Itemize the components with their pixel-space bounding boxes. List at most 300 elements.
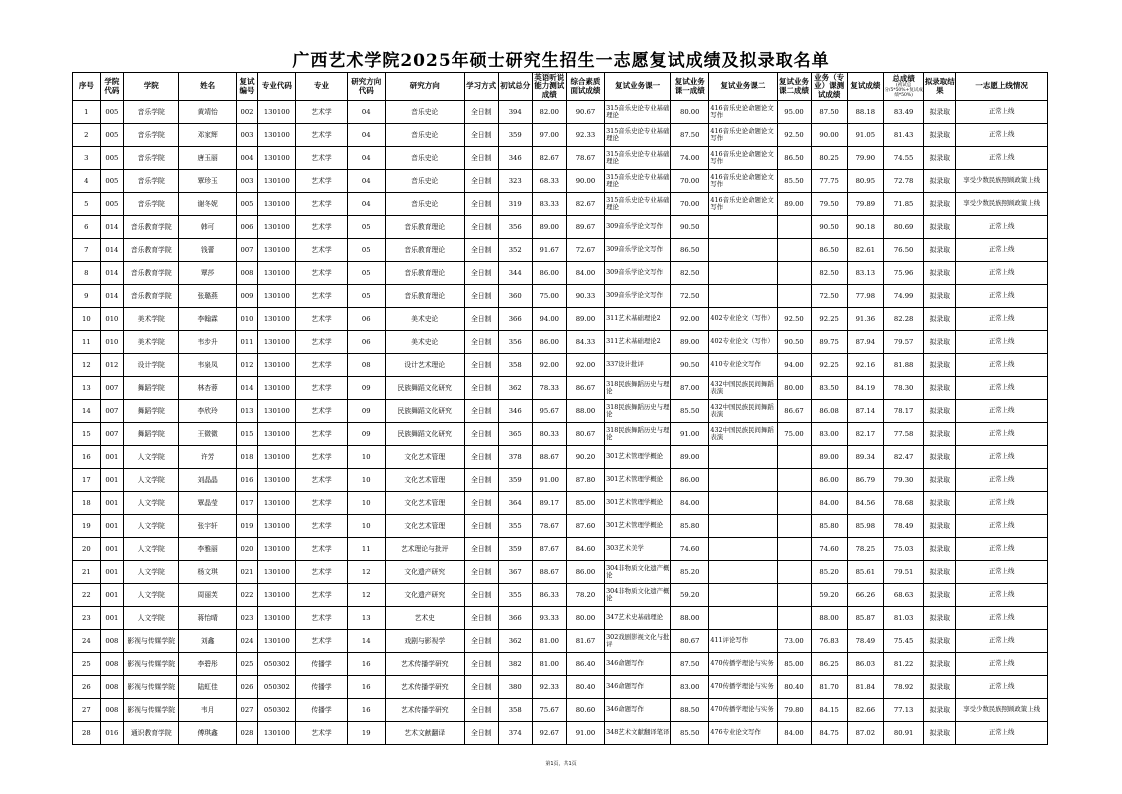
table-cell: 130100 [258,101,296,124]
table-cell: 301艺术管理学概论 [605,469,671,492]
table-cell: 李欣玲 [179,400,236,423]
table-cell: 010 [100,308,123,331]
table-cell: 艺术学 [296,446,347,469]
table-cell: 130100 [258,722,296,745]
table-cell: 90.00 [811,124,847,147]
table-cell: 16 [347,676,385,699]
table-row [73,515,1048,538]
table-cell: 85.50 [671,722,709,745]
table-cell [709,285,777,308]
table-row [73,331,1048,354]
table-cell: 80.00 [777,377,811,400]
table-cell: 正常上线 [956,147,1048,170]
table-cell: 林杏蓉 [179,377,236,400]
table-cell: 15 [73,423,101,446]
column-header: 学习方式 [464,73,498,101]
table-cell: 008 [236,262,257,285]
table-cell [777,584,811,607]
table-cell: 艺术学 [296,262,347,285]
table-cell: 文化艺术管理 [385,469,464,492]
table-cell: 009 [236,285,257,308]
table-cell: 拟录取 [924,722,956,745]
table-cell: 001 [100,607,123,630]
table-cell: 09 [347,400,385,423]
table-cell: 正常上线 [956,239,1048,262]
table-row [73,216,1048,239]
table-cell: 人文学院 [124,492,179,515]
table-cell [709,561,777,584]
table-cell: 86.00 [532,331,566,354]
table-cell: 音乐教育学院 [124,239,179,262]
table-cell [777,492,811,515]
table-cell: 12 [347,584,385,607]
table-cell: 拟录取 [924,262,956,285]
column-header: 拟录取结果 [924,73,956,101]
table-cell: 拟录取 [924,400,956,423]
table-cell: 正常上线 [956,722,1048,745]
table-cell: 艺术学 [296,377,347,400]
table-cell: 84.00 [777,722,811,745]
table-cell: 83.00 [811,423,847,446]
table-cell: 130100 [258,124,296,147]
table-cell: 85.20 [811,561,847,584]
table-cell: 89.17 [532,492,566,515]
table-cell: 005 [100,101,123,124]
table-cell: 正常上线 [956,538,1048,561]
table-cell: 23 [73,607,101,630]
table-cell: 全日制 [464,193,498,216]
table-cell: 82.50 [811,262,847,285]
table-cell: 影视与传媒学院 [124,653,179,676]
table-cell: 319 [498,193,532,216]
table-cell: 347艺术史基础理论 [605,607,671,630]
table-cell: 艺术学 [296,216,347,239]
table-cell: 87.60 [566,515,604,538]
table-cell [709,584,777,607]
table-cell: 艺术学 [296,722,347,745]
table-cell: 318民族舞蹈历史与理论 [605,423,671,446]
table-cell: 正常上线 [956,676,1048,699]
table-cell: 全日制 [464,400,498,423]
table-cell: 050302 [258,676,296,699]
table-cell: 舞蹈学院 [124,400,179,423]
table-cell: 402专业论文（写作） [709,331,777,354]
column-header: 初试总分 [498,73,532,101]
table-cell: 001 [100,538,123,561]
table-cell: 正常上线 [956,561,1048,584]
table-cell: 79.89 [847,193,883,216]
table-cell: 拟录取 [924,377,956,400]
table-cell: 全日制 [464,124,498,147]
table-cell: 81.43 [883,124,923,147]
table-cell: 14 [347,630,385,653]
table-cell: 7 [73,239,101,262]
table-cell: 民族舞蹈文化研究 [385,423,464,446]
table-cell: 86.67 [777,400,811,423]
table-cell: 025 [236,653,257,676]
table-cell: 美术史论 [385,331,464,354]
table-row [73,354,1048,377]
table-cell: 04 [347,124,385,147]
table-cell: 全日制 [464,515,498,538]
table-cell: 358 [498,699,532,722]
table-cell: 拟录取 [924,630,956,653]
table-cell: 88.00 [671,607,709,630]
table-cell: 正常上线 [956,285,1048,308]
table-cell: 130100 [258,354,296,377]
table-cell: 韦步升 [179,331,236,354]
table-cell: 拟录取 [924,354,956,377]
table-row [73,308,1048,331]
column-header: 复试业务课一成绩 [671,73,709,101]
table-cell: 95.00 [777,101,811,124]
table-cell: 024 [236,630,257,653]
table-cell: 李碧彤 [179,653,236,676]
table-cell: 传播学 [296,699,347,722]
table-cell: 001 [100,515,123,538]
table-cell: 影视与传媒学院 [124,699,179,722]
table-cell: 79.80 [777,699,811,722]
table-cell: 艺术传播学研究 [385,653,464,676]
table-cell: 352 [498,239,532,262]
table-cell: 2 [73,124,101,147]
table-cell: 346命题写作 [605,676,671,699]
table-cell: 正常上线 [956,515,1048,538]
table-cell: 全日制 [464,584,498,607]
table-cell: 16 [347,653,385,676]
table-cell: 81.00 [532,653,566,676]
table-cell: 86.00 [671,469,709,492]
table-cell: 81.22 [883,653,923,676]
table-cell: 艺术学 [296,630,347,653]
table-cell: 79.90 [847,147,883,170]
table-cell: 78.49 [847,630,883,653]
table-cell: 75.96 [883,262,923,285]
table-cell: 音乐史论 [385,101,464,124]
table-cell: 79.30 [883,469,923,492]
table-cell: 04 [347,193,385,216]
table-cell [777,285,811,308]
table-cell: 346 [498,147,532,170]
table-cell: 92.50 [777,308,811,331]
table-cell: 民族舞蹈文化研究 [385,377,464,400]
table-cell: 89.00 [532,216,566,239]
table-cell: 014 [236,377,257,400]
table-cell [777,216,811,239]
table-cell: 6 [73,216,101,239]
table-cell: 356 [498,331,532,354]
table-cell: 81.03 [883,607,923,630]
table-cell: 传播学 [296,653,347,676]
table-cell: 全日制 [464,101,498,124]
admission-table [72,72,1048,745]
table-cell: 365 [498,423,532,446]
table-cell: 舞蹈学院 [124,423,179,446]
table-cell: 130100 [258,400,296,423]
table-row [73,124,1048,147]
table-cell: 09 [347,423,385,446]
table-cell: 76.83 [811,630,847,653]
table-cell: 008 [100,653,123,676]
table-cell: 艺术学 [296,584,347,607]
table-cell: 87.94 [847,331,883,354]
table-cell: 拟录取 [924,147,956,170]
table-cell: 019 [236,515,257,538]
table-cell: 李雅丽 [179,538,236,561]
table-cell [709,262,777,285]
table-cell: 拟录取 [924,170,956,193]
table-cell: 拟录取 [924,492,956,515]
table-cell: 10 [347,492,385,515]
table-cell: 80.40 [566,676,604,699]
table-cell: 人文学院 [124,515,179,538]
table-cell: 82.50 [671,262,709,285]
table-cell: 06 [347,331,385,354]
table-cell: 003 [236,124,257,147]
table-cell: 音乐教育理论 [385,262,464,285]
table-cell: 005 [100,124,123,147]
table-cell: 正常上线 [956,630,1048,653]
table-cell: 380 [498,676,532,699]
table-cell: 陆虹佳 [179,676,236,699]
table-cell: 411评论写作 [709,630,777,653]
table-cell: 人文学院 [124,607,179,630]
table-cell: 78.67 [566,147,604,170]
table-cell: 设计艺术理论 [385,354,464,377]
table-cell: 348艺术文献翻译笔译 [605,722,671,745]
table-cell: 318民族舞蹈历史与理论 [605,377,671,400]
table-cell: 74.99 [883,285,923,308]
table-cell: 83.49 [883,101,923,124]
table-cell: 艺术学 [296,239,347,262]
table-row [73,538,1048,561]
table-cell: 90.67 [566,101,604,124]
table-cell: 11 [73,331,101,354]
table-cell: 82.66 [847,699,883,722]
table-cell: 80.69 [883,216,923,239]
table-cell: 拟录取 [924,699,956,722]
table-cell: 432中国民族民间舞蹈表演 [709,377,777,400]
table-cell: 艺术学 [296,101,347,124]
table-cell: 80.25 [811,147,847,170]
table-cell: 25 [73,653,101,676]
table-cell: 315音乐史论专业基础理论 [605,147,671,170]
table-cell: 005 [236,193,257,216]
table-cell: 92.33 [532,676,566,699]
table-cell: 416音乐史论命题论文写作 [709,147,777,170]
table-cell: 86.50 [811,239,847,262]
table-cell: 94.00 [532,308,566,331]
table-cell: 正常上线 [956,354,1048,377]
table-cell: 87.67 [532,538,566,561]
table-cell: 拟录取 [924,331,956,354]
table-cell: 1 [73,101,101,124]
table-cell: 艺术学 [296,492,347,515]
table-row [73,492,1048,515]
table-cell: 全日制 [464,285,498,308]
table-cell: 艺术学 [296,193,347,216]
table-cell: 82.17 [847,423,883,446]
table-cell: 86.03 [847,653,883,676]
table-cell: 82.28 [883,308,923,331]
table-cell: 艺术学 [296,561,347,584]
table-cell: 359 [498,538,532,561]
table-cell: 011 [236,331,257,354]
table-row [73,469,1048,492]
table-cell: 美术史论 [385,308,464,331]
table-cell: 影视与传媒学院 [124,630,179,653]
table-cell: 12 [73,354,101,377]
table-cell: 04 [347,147,385,170]
table-cell: 311艺术基础理论2 [605,308,671,331]
table-cell: 正常上线 [956,469,1048,492]
table-cell: 05 [347,216,385,239]
table-cell: 音乐史论 [385,147,464,170]
table-cell: 92.16 [847,354,883,377]
table-cell: 韩可 [179,216,236,239]
table-cell: 304非物质文化遗产概论 [605,584,671,607]
table-cell: 83.50 [811,377,847,400]
table-cell [777,515,811,538]
table-cell: 音乐学院 [124,147,179,170]
table-cell: 130100 [258,584,296,607]
table-cell: 81.00 [532,630,566,653]
table-cell: 130100 [258,239,296,262]
table-cell: 音乐教育学院 [124,262,179,285]
table-cell: 周丽芙 [179,584,236,607]
table-cell: 78.49 [883,515,923,538]
table-cell: 钱蕾 [179,239,236,262]
table-cell: 75.03 [883,538,923,561]
table-cell: 003 [236,170,257,193]
table-cell: 79.51 [883,561,923,584]
table-cell: 音乐史论 [385,170,464,193]
table-cell: 全日制 [464,308,498,331]
table-cell: 18 [73,492,101,515]
table-cell: 366 [498,308,532,331]
table-cell: 艺术理论与批评 [385,538,464,561]
table-cell: 王微微 [179,423,236,446]
table-cell: 艺术学 [296,469,347,492]
table-cell: 75.00 [532,285,566,308]
table-cell: 05 [347,262,385,285]
table-cell: 设计学院 [124,354,179,377]
table-cell: 90.00 [566,170,604,193]
table-cell: 75.67 [532,699,566,722]
column-header: 姓名 [179,73,236,101]
table-cell: 005 [100,147,123,170]
table-cell: 004 [236,147,257,170]
table-cell: 007 [100,377,123,400]
table-cell: 015 [236,423,257,446]
table-cell: 82.67 [532,147,566,170]
table-cell: 309音乐学论文写作 [605,262,671,285]
table-cell: 130100 [258,515,296,538]
column-header: 研究方向代码 [347,73,385,101]
table-cell: 402专业论文（写作） [709,308,777,331]
table-cell: 84.19 [847,377,883,400]
table-cell: 315音乐史论专业基础理论 [605,193,671,216]
table-cell: 78.33 [532,377,566,400]
table-cell: 91.00 [671,423,709,446]
table-cell: 许芳 [179,446,236,469]
table-cell: 全日制 [464,607,498,630]
table-row [73,607,1048,630]
table-cell: 谢冬妮 [179,193,236,216]
table-cell: 86.00 [811,469,847,492]
table-cell: 80.67 [671,630,709,653]
table-cell: 84.75 [811,722,847,745]
table-cell: 80.00 [566,607,604,630]
table-cell: 正常上线 [956,331,1048,354]
table-cell: 86.50 [671,239,709,262]
table-cell: 360 [498,285,532,308]
table-cell: 97.00 [532,124,566,147]
table-cell: 拟录取 [924,308,956,331]
table-cell: 80.33 [532,423,566,446]
table-cell: 362 [498,630,532,653]
table-row [73,262,1048,285]
table-cell: 艺术学 [296,308,347,331]
table-cell: 拟录取 [924,193,956,216]
table-cell: 70.00 [671,193,709,216]
table-cell: 84.00 [811,492,847,515]
table-cell: 323 [498,170,532,193]
table-cell: 027 [236,699,257,722]
table-cell: 416音乐史论命题论文写作 [709,193,777,216]
table-cell: 22 [73,584,101,607]
table-cell: 72.67 [566,239,604,262]
table-cell: 81.84 [847,676,883,699]
table-cell: 001 [100,469,123,492]
table-cell: 10 [347,515,385,538]
table-cell: 87.14 [847,400,883,423]
table-row [73,285,1048,308]
table-cell: 全日制 [464,492,498,515]
table-cell: 014 [100,285,123,308]
table-row [73,400,1048,423]
table-cell: 78.25 [847,538,883,561]
table-cell: 80.40 [777,676,811,699]
table-cell: 艺术传播学研究 [385,699,464,722]
table-cell: 84.33 [566,331,604,354]
table-cell: 90.18 [847,216,883,239]
table-cell: 89.00 [671,446,709,469]
table-cell: 艺术学 [296,170,347,193]
table-cell: 315音乐史论专业基础理论 [605,124,671,147]
table-cell: 78.20 [566,584,604,607]
table-cell: 13 [347,607,385,630]
table-cell: 张宇轩 [179,515,236,538]
table-cell: 正常上线 [956,446,1048,469]
table-cell: 21 [73,561,101,584]
table-cell: 94.00 [777,354,811,377]
column-header: 专业代码 [258,73,296,101]
column-header: 学院代码 [100,73,123,101]
table-cell: 正常上线 [956,377,1048,400]
table-cell: 78.30 [883,377,923,400]
table-row [73,423,1048,446]
table-cell: 05 [347,285,385,308]
table-cell: 全日制 [464,331,498,354]
table-cell: 86.25 [811,653,847,676]
table-cell: 92.00 [671,308,709,331]
table-cell: 87.50 [671,653,709,676]
table-cell: 001 [100,492,123,515]
table-row [73,170,1048,193]
table-cell: 356 [498,216,532,239]
table-cell: 李翰霖 [179,308,236,331]
